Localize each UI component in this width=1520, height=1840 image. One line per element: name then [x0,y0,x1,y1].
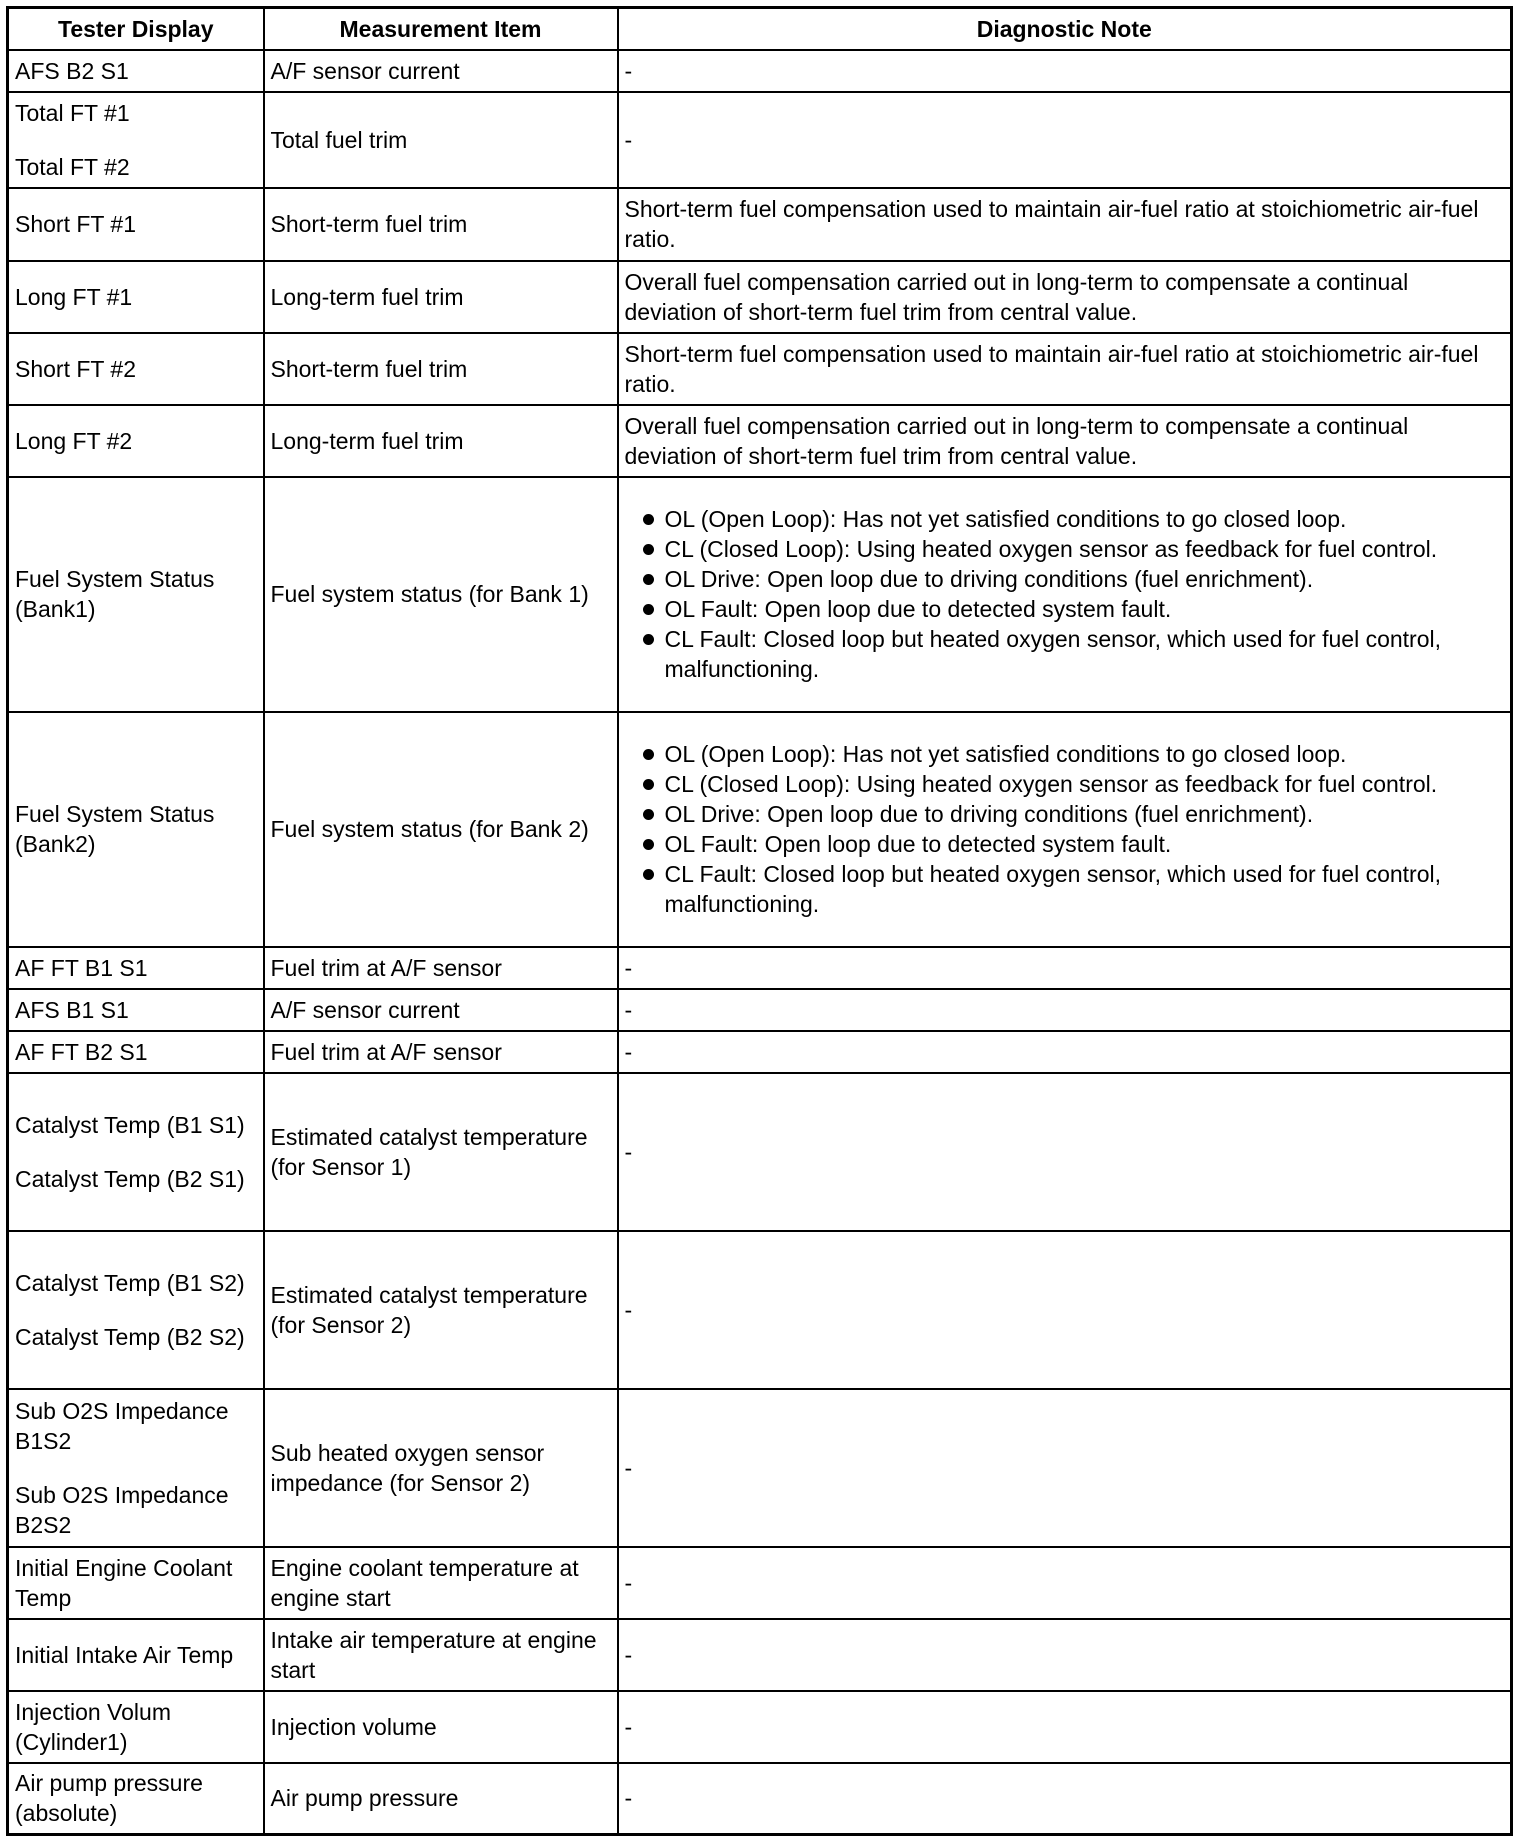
cell-measurement-item: Sub heated oxygen sensor impedance (for Sensor 2) [264,1389,618,1547]
table-row [8,712,1512,947]
cell-measurement-item: A/F sensor current [264,50,618,92]
list-item: OL Fault: Open loop due to detected system fault. [625,594,1505,624]
cell-diagnostic-note: - [618,989,1512,1031]
table-row [8,1619,1512,1691]
cell-measurement-item: Engine coolant temperature at engine start [264,1547,618,1619]
tester-display-label: Catalyst Temp (B2 S2) [15,1323,245,1350]
cell-measurement-item: Total fuel trim [264,92,618,188]
list-item: OL Drive: Open loop due to driving conditions (fuel enrichment). [625,799,1505,829]
cell-tester-display: Initial Intake Air Temp [8,1619,264,1691]
cell-measurement-item: Intake air temperature at engine start [264,1619,618,1691]
cell-measurement-item: Fuel system status (for Bank 1) [264,477,618,712]
cell-tester-display: Long FT #2 [8,405,264,477]
cell-measurement-item: Estimated catalyst temperature (for Sensor 2) [264,1231,618,1389]
cell-tester-display: Short FT #1 [8,188,264,261]
cell-diagnostic-note: Short-term fuel compensation used to maintain air-fuel ratio at stoichiometric air-fuel ratio. [618,333,1512,405]
cell-tester-display: Short FT #2 [8,333,264,405]
cell-tester-display: Injection Volum (Cylinder1) [8,1691,264,1763]
cell-diagnostic-note: - [618,1231,1512,1389]
tester-display-label: Sub O2S Impedance B2S2 [15,1481,229,1538]
cell-tester-display: AFS B1 S1 [8,989,264,1031]
cell-tester-display: Fuel System Status (Bank2) [8,712,264,947]
cell-diagnostic-note: - [618,92,1512,188]
header-tester-display: Tester Display [8,8,264,50]
list-item: OL (Open Loop): Has not yet satisfied conditions to go closed loop. [625,739,1505,769]
cell-tester-display [8,1073,264,1231]
table-row [8,1389,1512,1547]
table-row [8,1031,1512,1073]
tester-display-group [15,1268,257,1352]
cell-diagnostic-note: - [618,1763,1512,1835]
status-bullet-list [625,504,1505,684]
list-item: CL (Closed Loop): Using heated oxygen sensor as feedback for fuel control. [625,769,1505,799]
cell-tester-display: Long FT #1 [8,261,264,333]
tester-display-label: Catalyst Temp (B2 S1) [15,1165,245,1192]
table-row [8,188,1512,261]
cell-tester-display: Initial Engine Coolant Temp [8,1547,264,1619]
cell-tester-display: Air pump pressure (absolute) [8,1763,264,1835]
cell-diagnostic-note: Overall fuel compensation carried out in long-term to compensate a continual deviation of short-term fuel trim from central value. [618,405,1512,477]
table-body [8,50,1512,1835]
cell-measurement-item: Long-term fuel trim [264,261,618,333]
tester-display-label: Total FT #1 [15,99,130,126]
cell-tester-display [8,92,264,188]
cell-tester-display [8,1389,264,1547]
cell-measurement-item: A/F sensor current [264,989,618,1031]
tester-display-label: Catalyst Temp (B1 S1) [15,1111,245,1138]
cell-measurement-item: Short-term fuel trim [264,333,618,405]
table-row [8,989,1512,1031]
tester-display-group [15,1110,257,1194]
table-row [8,1691,1512,1763]
table-row [8,947,1512,989]
list-item: CL (Closed Loop): Using heated oxygen sensor as feedback for fuel control. [625,534,1505,564]
list-item: OL Drive: Open loop due to driving conditions (fuel enrichment). [625,564,1505,594]
list-item: OL (Open Loop): Has not yet satisfied conditions to go closed loop. [625,504,1505,534]
header-diagnostic-note: Diagnostic Note [618,8,1512,50]
cell-measurement-item: Fuel system status (for Bank 2) [264,712,618,947]
tester-display-group [15,98,257,182]
table-row [8,333,1512,405]
header-measurement-item: Measurement Item [264,8,618,50]
cell-diagnostic-note: - [618,1619,1512,1691]
table-row [8,1073,1512,1231]
cell-diagnostic-note: - [618,1031,1512,1073]
table-header-row [8,8,1512,50]
cell-tester-display: AF FT B1 S1 [8,947,264,989]
cell-measurement-item: Injection volume [264,1691,618,1763]
table-row [8,405,1512,477]
table-row [8,1763,1512,1835]
table-row [8,1231,1512,1389]
cell-measurement-item: Long-term fuel trim [264,405,618,477]
cell-diagnostic-note: - [618,1389,1512,1547]
list-item: OL Fault: Open loop due to detected system fault. [625,829,1505,859]
cell-measurement-item: Air pump pressure [264,1763,618,1835]
list-item: CL Fault: Closed loop but heated oxygen sensor, which used for fuel control, malfunctioning. [625,624,1505,684]
table-row [8,477,1512,712]
cell-diagnostic-note: Overall fuel compensation carried out in long-term to compensate a continual deviation of short-term fuel trim from central value. [618,261,1512,333]
cell-diagnostic-note: - [618,1073,1512,1231]
cell-tester-display: Fuel System Status (Bank1) [8,477,264,712]
cell-tester-display: AF FT B2 S1 [8,1031,264,1073]
cell-diagnostic-note: - [618,1691,1512,1763]
diagnostic-data-table [6,6,1513,1836]
cell-diagnostic-note [618,712,1512,947]
tester-display-label: Catalyst Temp (B1 S2) [15,1269,245,1296]
cell-diagnostic-note: - [618,50,1512,92]
cell-measurement-item: Fuel trim at A/F sensor [264,947,618,989]
table-row [8,92,1512,188]
cell-tester-display [8,1231,264,1389]
cell-diagnostic-note [618,477,1512,712]
cell-tester-display: AFS B2 S1 [8,50,264,92]
list-item: CL Fault: Closed loop but heated oxygen sensor, which used for fuel control, malfunctioning. [625,859,1505,919]
cell-diagnostic-note: - [618,947,1512,989]
table-row [8,1547,1512,1619]
tester-display-group [15,1396,257,1540]
tester-display-label: Total FT #2 [15,153,130,180]
cell-measurement-item: Short-term fuel trim [264,188,618,261]
tester-display-label: Sub O2S Impedance B1S2 [15,1397,229,1454]
cell-diagnostic-note: Short-term fuel compensation used to maintain air-fuel ratio at stoichiometric air-fuel ratio. [618,188,1512,261]
cell-diagnostic-note: - [618,1547,1512,1619]
table-row [8,50,1512,92]
status-bullet-list [625,739,1505,919]
cell-measurement-item: Estimated catalyst temperature (for Sensor 1) [264,1073,618,1231]
table-row [8,261,1512,333]
cell-measurement-item: Fuel trim at A/F sensor [264,1031,618,1073]
